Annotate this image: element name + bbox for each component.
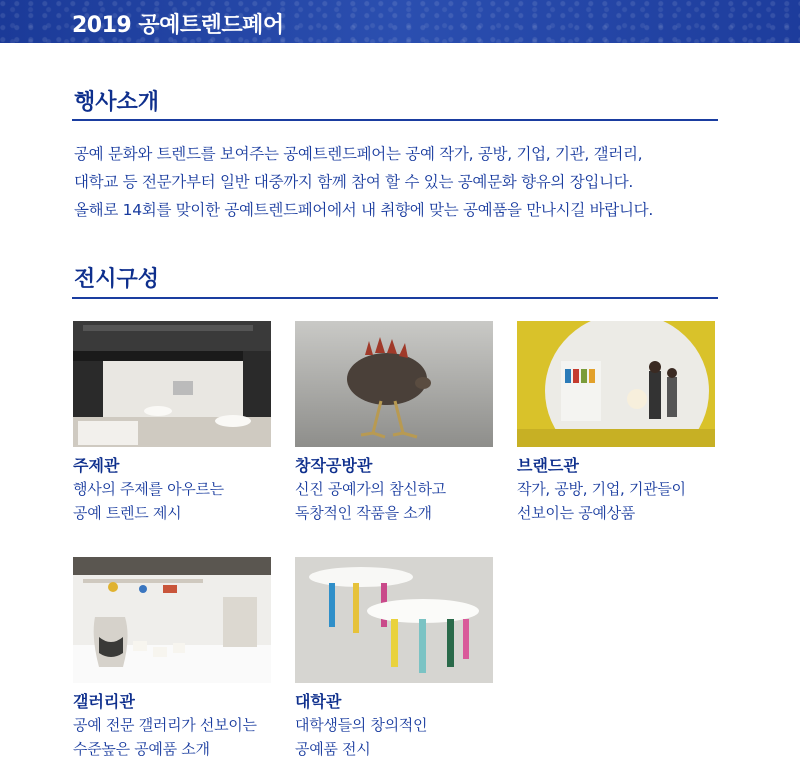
banner-title: 2019 공예트렌드페어 (72, 13, 284, 38)
exhibits-divider (72, 297, 718, 299)
exhibit-title: 주제관 (73, 456, 120, 475)
exhibit-title: 브랜드관 (517, 456, 579, 475)
exhibit-card-theme[interactable] (73, 321, 273, 525)
exhibit-card-gallery[interactable] (73, 557, 273, 761)
exhibit-title: 대학관 (295, 692, 342, 711)
exhibit-photo-gallery (73, 557, 271, 683)
exhibit-desc: 독창적인 작품을 소개 (295, 504, 432, 522)
exhibit-desc: 대학생들의 창의적인 (295, 716, 428, 734)
exhibit-photo-university (295, 557, 493, 683)
exhibit-desc: 공예 트렌드 제시 (73, 504, 182, 522)
header-banner (0, 0, 800, 43)
exhibit-desc: 선보이는 공예상품 (517, 504, 635, 522)
exhibit-desc: 공예품 전시 (295, 740, 371, 758)
exhibit-desc: 신진 공예가의 참신하고 (295, 480, 446, 498)
exhibit-photo-brand (517, 321, 715, 447)
intro-text (74, 140, 734, 224)
exhibit-photo-workshop (295, 321, 493, 447)
exhibit-desc: 수준높은 공예품 소개 (73, 740, 210, 758)
exhibit-photo-theme (73, 321, 271, 447)
exhibit-desc: 작가, 공방, 기업, 기관들이 (517, 480, 686, 498)
exhibit-title: 창작공방관 (295, 456, 373, 475)
exhibit-title: 갤러리관 (73, 692, 135, 711)
exhibit-desc: 공예 전문 갤러리가 선보이는 (73, 716, 257, 734)
intro-line: 대학교 등 전문가부터 일반 대중까지 함께 참여 할 수 있는 공예문화 향유의 장입니다. (74, 173, 634, 191)
intro-heading: 행사소개 (74, 90, 160, 115)
exhibit-card-university[interactable] (295, 557, 495, 761)
exhibit-card-workshop[interactable] (295, 321, 495, 525)
exhibit-desc: 행사의 주제를 아우르는 (73, 480, 224, 498)
intro-line: 공예 문화와 트렌드를 보여주는 공예트렌드페어는 공예 작가, 공방, 기업, 기관, 갤러리, (74, 145, 643, 163)
exhibits-heading: 전시구성 (74, 267, 160, 292)
intro-line: 올해로 14회를 맞이한 공예트렌드페어에서 내 취향에 맞는 공예품을 만나시길 바랍니다. (74, 201, 653, 219)
exhibit-card-brand[interactable] (517, 321, 717, 525)
intro-divider (72, 119, 718, 121)
